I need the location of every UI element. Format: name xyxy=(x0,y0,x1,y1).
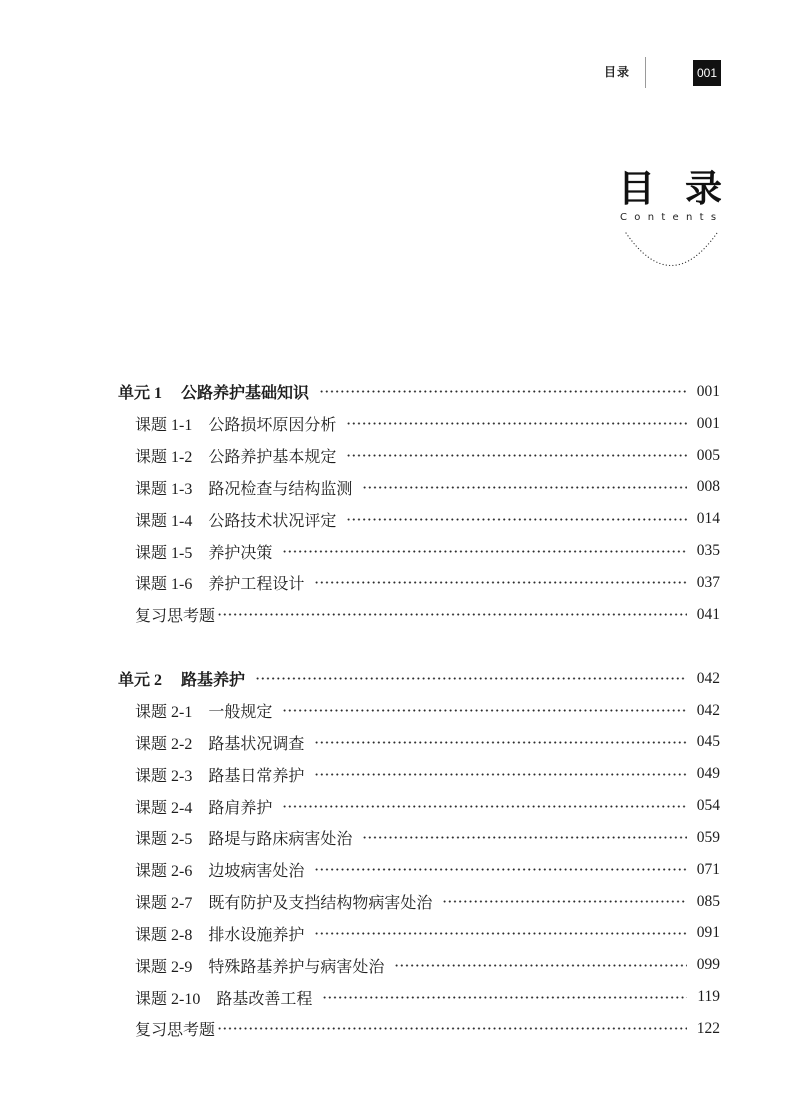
toc-entry-page: 049 xyxy=(696,765,720,783)
toc-entry-code: 课题 2-9 xyxy=(135,958,193,976)
toc-entry-code: 课题 2-10 xyxy=(135,990,201,1008)
dot-leader xyxy=(346,518,687,521)
table-of-contents xyxy=(0,376,790,1045)
toc-entry-page: 035 xyxy=(696,542,720,560)
toc-entry-page: 071 xyxy=(696,860,720,878)
toc-entry-title: 路基改善工程 xyxy=(216,990,313,1008)
toc-entry-title: 公路养护基本规定 xyxy=(208,449,337,467)
toc-unit-1 xyxy=(0,376,790,631)
toc-unit-page: 001 xyxy=(696,382,720,400)
toc-unit-label: 单元 2 xyxy=(118,672,163,690)
toc-entry-title: 路况检查与结构监测 xyxy=(208,480,353,498)
toc-entry-code: 课题 2-1 xyxy=(135,704,193,722)
dot-leader xyxy=(362,836,687,839)
toc-entry-code: 课题 1-3 xyxy=(135,480,193,498)
dot-leader xyxy=(314,581,687,584)
toc-entry-page: 099 xyxy=(696,956,720,974)
dot-leader xyxy=(322,996,687,999)
toc-entry xyxy=(0,918,790,950)
dot-leader xyxy=(282,805,687,808)
toc-entry-title: 排水设施养护 xyxy=(208,926,305,944)
toc-entry-title: 路基日常养护 xyxy=(208,767,305,785)
toc-entry-title: 特殊路基养护与病害处治 xyxy=(208,958,385,976)
dot-leader xyxy=(362,486,687,489)
page-number-badge: 001 xyxy=(693,60,721,86)
toc-unit-heading xyxy=(0,376,790,408)
toc-entry-code: 课题 2-2 xyxy=(135,735,193,753)
toc-entry xyxy=(0,886,790,918)
page-subtitle: Contents xyxy=(620,212,724,223)
toc-entry-code: 课题 1-5 xyxy=(135,544,193,562)
toc-unit-2 xyxy=(0,663,790,1045)
toc-entry-title: 边坡病害处治 xyxy=(208,863,305,881)
dot-leader xyxy=(255,677,687,680)
toc-entry-title: 养护决策 xyxy=(208,544,273,562)
toc-entry-page: 008 xyxy=(696,478,720,496)
decorative-dotted-arc xyxy=(0,0,790,300)
toc-entry-title: 一般规定 xyxy=(208,704,273,722)
toc-entry-code: 课题 1-2 xyxy=(135,449,193,467)
toc-entry xyxy=(0,535,790,567)
toc-entry xyxy=(0,822,790,854)
toc-entry-page: 005 xyxy=(696,446,720,464)
toc-entry-code: 课题 1-1 xyxy=(135,417,193,435)
toc-entry-page: 059 xyxy=(696,828,720,846)
dot-leader xyxy=(394,964,687,967)
dot-leader xyxy=(282,709,687,712)
toc-entry xyxy=(0,472,790,504)
toc-entry xyxy=(0,790,790,822)
toc-entry-code: 课题 2-4 xyxy=(135,799,193,817)
toc-review-title: 复习思考题 xyxy=(135,1022,216,1040)
toc-entry-code: 课题 2-3 xyxy=(135,767,193,785)
page-title: 目录 xyxy=(618,167,752,210)
toc-entry-page: 014 xyxy=(696,510,720,528)
dot-leader xyxy=(346,454,687,457)
toc-unit-label: 单元 1 xyxy=(118,385,163,403)
toc-entry xyxy=(0,726,790,758)
toc-entry-code: 课题 2-7 xyxy=(135,895,193,913)
toc-entry-title: 养护工程设计 xyxy=(208,576,305,594)
toc-entry-page: 001 xyxy=(696,414,720,432)
toc-unit-title: 路基养护 xyxy=(181,672,246,690)
dot-leader xyxy=(314,868,687,871)
toc-unit-heading xyxy=(0,663,790,695)
toc-entry-title: 既有防护及支挡结构物病害处治 xyxy=(208,895,433,913)
dot-leader xyxy=(314,773,687,776)
toc-entry xyxy=(0,408,790,440)
toc-entry xyxy=(0,854,790,886)
toc-entry-title: 公路损坏原因分析 xyxy=(208,417,337,435)
toc-entry-page: 037 xyxy=(696,573,720,591)
toc-entry-page: 042 xyxy=(696,701,720,719)
toc-unit-page: 042 xyxy=(696,669,720,687)
toc-review-page: 122 xyxy=(696,1019,720,1037)
toc-entry-page: 054 xyxy=(696,797,720,815)
toc-entry xyxy=(0,758,790,790)
toc-entry-page: 085 xyxy=(696,892,720,910)
toc-entry xyxy=(0,440,790,472)
toc-entry xyxy=(0,981,790,1013)
dot-leader xyxy=(314,741,687,744)
dot-leader xyxy=(314,932,687,935)
toc-entry xyxy=(0,949,790,981)
toc-entry-title: 公路技术状况评定 xyxy=(208,512,337,530)
toc-entry xyxy=(0,695,790,727)
toc-entry xyxy=(0,503,790,535)
toc-review-entry xyxy=(0,1013,790,1045)
toc-review-page: 041 xyxy=(696,605,720,623)
header-divider xyxy=(645,57,646,88)
toc-entry-title: 路堤与路床病害处治 xyxy=(208,831,353,849)
toc-entry-page: 045 xyxy=(696,733,720,751)
dot-leader xyxy=(442,900,687,903)
toc-entry-title: 路基状况调查 xyxy=(208,735,305,753)
dot-leader xyxy=(282,550,687,553)
dot-leader xyxy=(319,390,687,393)
dot-leader xyxy=(217,613,687,616)
toc-entry-page: 091 xyxy=(696,924,720,942)
dot-leader xyxy=(217,1027,687,1030)
running-header-title: 目录 xyxy=(604,65,631,79)
toc-entry-code: 课题 2-6 xyxy=(135,863,193,881)
toc-entry-page: 119 xyxy=(697,988,720,1006)
toc-unit-title: 公路养护基础知识 xyxy=(181,385,310,403)
toc-review-entry xyxy=(0,599,790,631)
toc-entry xyxy=(0,567,790,599)
toc-entry-code: 课题 1-6 xyxy=(135,576,193,594)
dot-leader xyxy=(346,422,687,425)
toc-review-title: 复习思考题 xyxy=(135,608,216,626)
toc-entry-title: 路肩养护 xyxy=(208,799,273,817)
toc-entry-code: 课题 2-8 xyxy=(135,926,193,944)
toc-entry-code: 课题 1-4 xyxy=(135,512,193,530)
toc-entry-code: 课题 2-5 xyxy=(135,831,193,849)
